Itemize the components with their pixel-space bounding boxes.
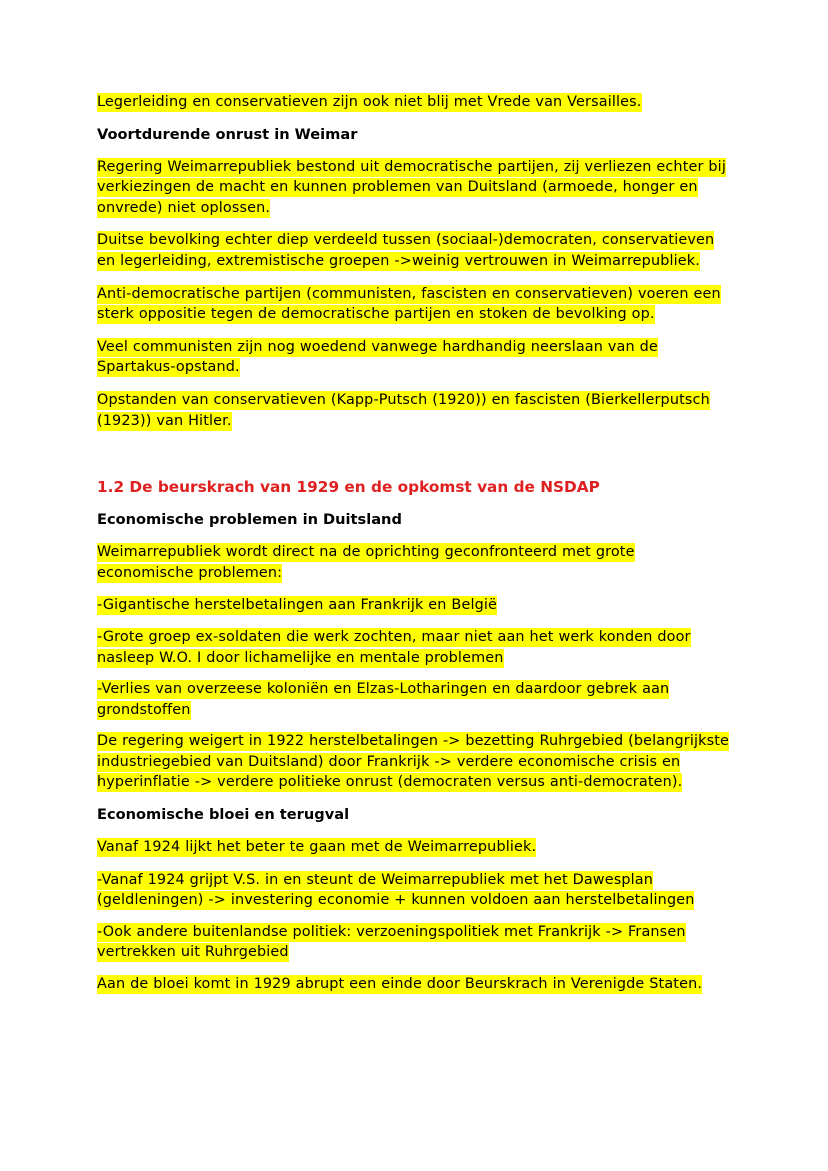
- paragraph-text: Duitse bevolking echter diep verdeeld tussen (sociaal-)democraten, conservatieven en legerleiding, extremistische groepen ->weinig vertrouwen in Weimarrepubliek.: [97, 232, 715, 269]
- highlighted-paragraph: [97, 92, 733, 113]
- highlighted-paragraph: [97, 974, 733, 995]
- subheading-text: Economische problemen in Duitsland: [97, 511, 402, 529]
- highlighted-paragraph: [97, 157, 733, 219]
- highlighted-list-item: [97, 627, 733, 668]
- section-subheading: [97, 510, 733, 530]
- highlighted-paragraph: [97, 284, 733, 325]
- paragraph-text: Anti-democratische partijen (communisten, fascisten en conservatieven) voeren een sterk oppositie tegen de democratische partijen en stoken de bevolking op.: [97, 285, 721, 323]
- section-heading-text: 1.2 De beurskrach van 1929 en de opkomst van de NSDAP: [97, 478, 600, 497]
- paragraph-text: -Ook andere buitenlandse politiek: verzoeningspolitiek met Frankrijk -> Fransen vertrekken uit Ruhrgebied: [97, 923, 686, 961]
- paragraph-text: Aan de bloei komt in 1929 abrupt een einde door Beurskrach in Verenigde Staten.: [97, 976, 703, 993]
- highlighted-list-item: [97, 870, 733, 911]
- section-heading-red: [97, 477, 733, 497]
- highlighted-paragraph: [97, 390, 733, 431]
- paragraph-text: De regering weigert in 1922 herstelbetalingen -> bezetting Ruhrgebied (belangrijkste industriegebied van Duitsland) door Frankrijk -> verdere economische crisis en hyperinflatie -> verdere politieke onrust (democraten versus anti-democraten).: [97, 733, 730, 791]
- paragraph-text: -Grote groep ex-soldaten die werk zochten, maar niet aan het werk konden door nasleep W.O. I door lichamelijke en mentale problemen: [97, 628, 691, 666]
- paragraph-text: Veel communisten zijn nog woedend vanwege hardhandig neerslaan van de Spartakus-opstand.: [97, 338, 658, 376]
- section-subheading: [97, 805, 733, 825]
- subheading-text: Economische bloei en terugval: [97, 806, 350, 824]
- paragraph-text: Weimarrepubliek wordt direct na de oprichting geconfronteerd met grote economische problemen:: [97, 544, 635, 581]
- highlighted-list-item: [97, 595, 733, 616]
- paragraph-text: Legerleiding en conservatieven zijn ook niet blij met Vrede van Versailles.: [97, 94, 642, 110]
- paragraph-text: Vanaf 1924 lijkt het beter te gaan met de Weimarrepubliek.: [97, 839, 537, 856]
- highlighted-paragraph: [97, 337, 733, 378]
- paragraph-text: Opstanden van conservatieven (Kapp-Putsch (1920)) en fascisten (Bierkellerputsch (1923)) van Hitler.: [97, 391, 710, 429]
- subheading-text: Voortdurende onrust in Weimar: [97, 125, 358, 143]
- paragraph-text: Regering Weimarrepubliek bestond uit democratische partijen, zij verliezen echter bij verkiezingen de macht en kunnen problemen van Duitsland (armoede, honger en onvrede) niet oplossen.: [97, 158, 726, 216]
- highlighted-paragraph: [97, 542, 733, 583]
- highlighted-list-item: [97, 679, 733, 720]
- paragraph-spacer: [97, 443, 733, 477]
- paragraph-text: -Verlies van overzeese koloniën en Elzas-Lotharingen en daardoor gebrek aan grondstoffen: [97, 681, 670, 718]
- highlighted-paragraph: [97, 731, 733, 793]
- highlighted-list-item: [97, 922, 733, 963]
- document-body: [97, 92, 733, 995]
- paragraph-text: -Gigantische herstelbetalingen aan Frankrijk en België: [97, 597, 498, 614]
- paragraph-text: -Vanaf 1924 grijpt V.S. in en steunt de Weimarrepubliek met het Dawesplan (geldleningen) -> investering economie + kunnen voldoen aan herstelbetalingen: [97, 871, 695, 909]
- highlighted-paragraph: [97, 837, 733, 858]
- highlighted-paragraph: [97, 230, 733, 271]
- section-subheading: [97, 125, 733, 145]
